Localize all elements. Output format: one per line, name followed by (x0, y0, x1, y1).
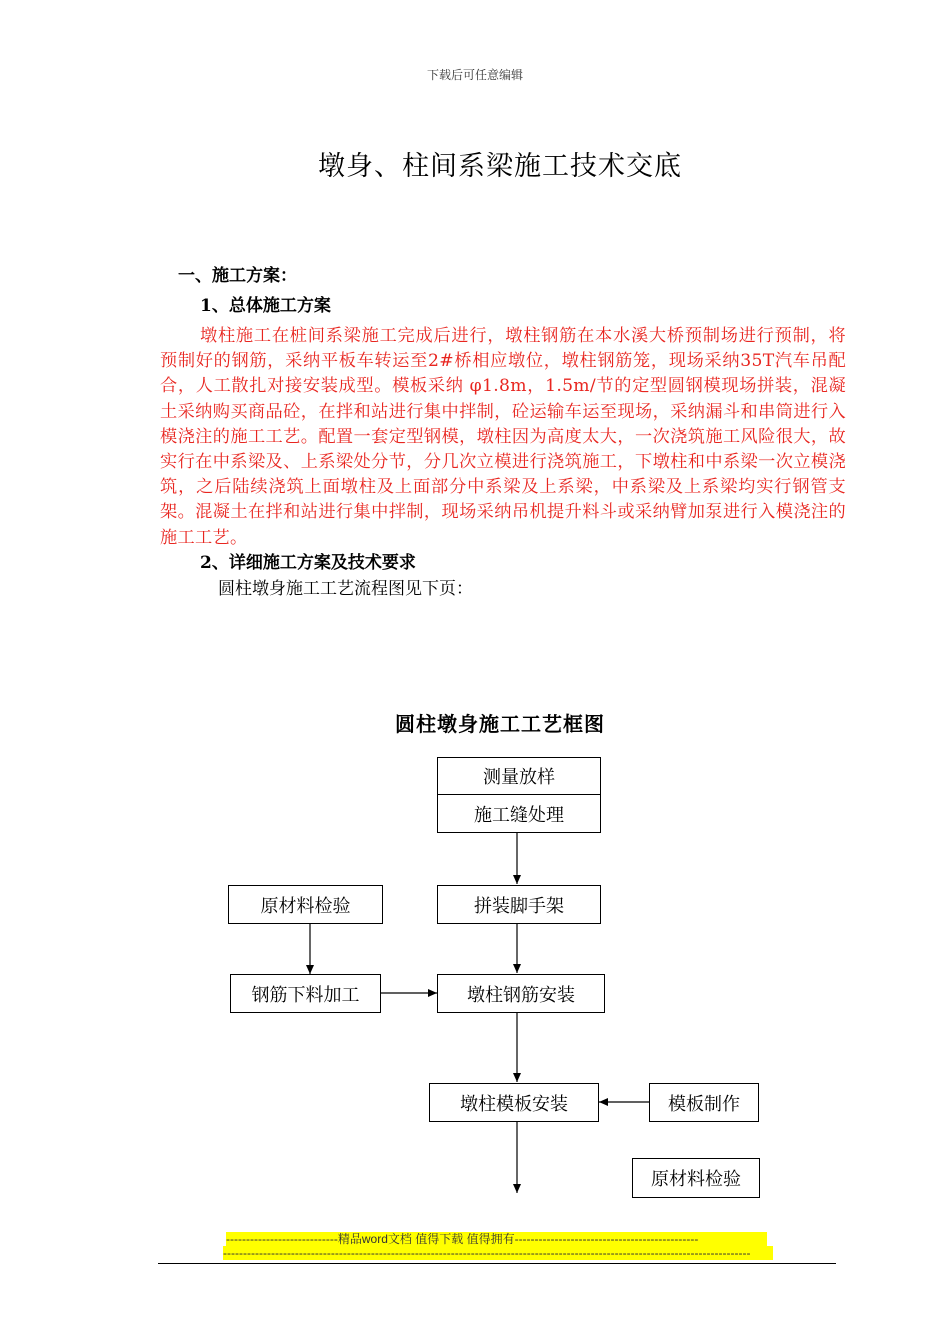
flow-node-scaffold: 拼装脚手架 (437, 885, 601, 924)
page-title: 墩身、柱间系梁施工技术交底 (318, 151, 682, 182)
footer-banner-line2: ------------------------------------------------------------------------------------------------------------------------------------ (223, 1246, 773, 1260)
flow-node-survey: 测量放样 (437, 757, 601, 795)
flow-node-raw-material-inspection: 原材料检验 (228, 885, 383, 924)
flow-node-construction-joint: 施工缝处理 (437, 794, 601, 833)
flow-node-rebar-install: 墩柱钢筋安装 (437, 974, 605, 1013)
flow-node-formwork-install: 墩柱模板安装 (429, 1083, 599, 1122)
flow-node-formwork-make: 模板制作 (649, 1083, 759, 1122)
flow-node-rebar-cutting: 钢筋下料加工 (230, 974, 381, 1013)
footer-banner-line1: ----------------------------精品word文档 值得下载 值得拥有---------------------------------------------- (226, 1232, 767, 1246)
section-heading-construction-plan: 一、施工方案： (178, 266, 297, 286)
header-note: 下载后可任意编辑 (426, 68, 523, 82)
flow-node-raw-material-inspection-2: 原材料检验 (632, 1158, 760, 1198)
footer-divider (158, 1263, 836, 1264)
overall-plan-paragraph: 墩柱施工在桩间系梁施工完成后进行，墩柱钢筋在本水溪大桥预制场进行预制，将预制好的钢筋，采纳平板车转运至2#桥相应墩位，墩柱钢筋笼，现场采纳35T汽车吊配合，人工散扎对接安装成型。模板采纳 φ1.8m，1.5m/节的定型圆钢模现场拼装，混凝土采纳购买商品砼，在拌和站进行集中拌制，砼运输车运至现场，采纳漏斗和串筒进行入模浇注的施工工艺。配置一套定型钢模，墩柱因为高度太大，一次浇筑施工风险很大，故实行在中系梁及、上系梁处分节，分几次立模进行浇筑施工，下墩柱和中系梁一次立模浇筑，之后陆续浇筑上面墩柱及上面部分中系梁及上系梁，中系梁及上系梁均实行钢管支架。混凝土在拌和站进行集中拌制，现场采纳吊机提升料斗或采纳臂加泵进行入模浇注的施工工艺。 (160, 326, 846, 548)
flowchart-title: 圆柱墩身施工工艺框图 (395, 712, 605, 736)
subheading-overall-plan: 1、总体施工方案 (200, 296, 331, 316)
flowchart-reference-note: 圆柱墩身施工工艺流程图见下页： (218, 579, 473, 599)
subheading-detailed-plan: 2、详细施工方案及技术要求 (200, 553, 416, 573)
